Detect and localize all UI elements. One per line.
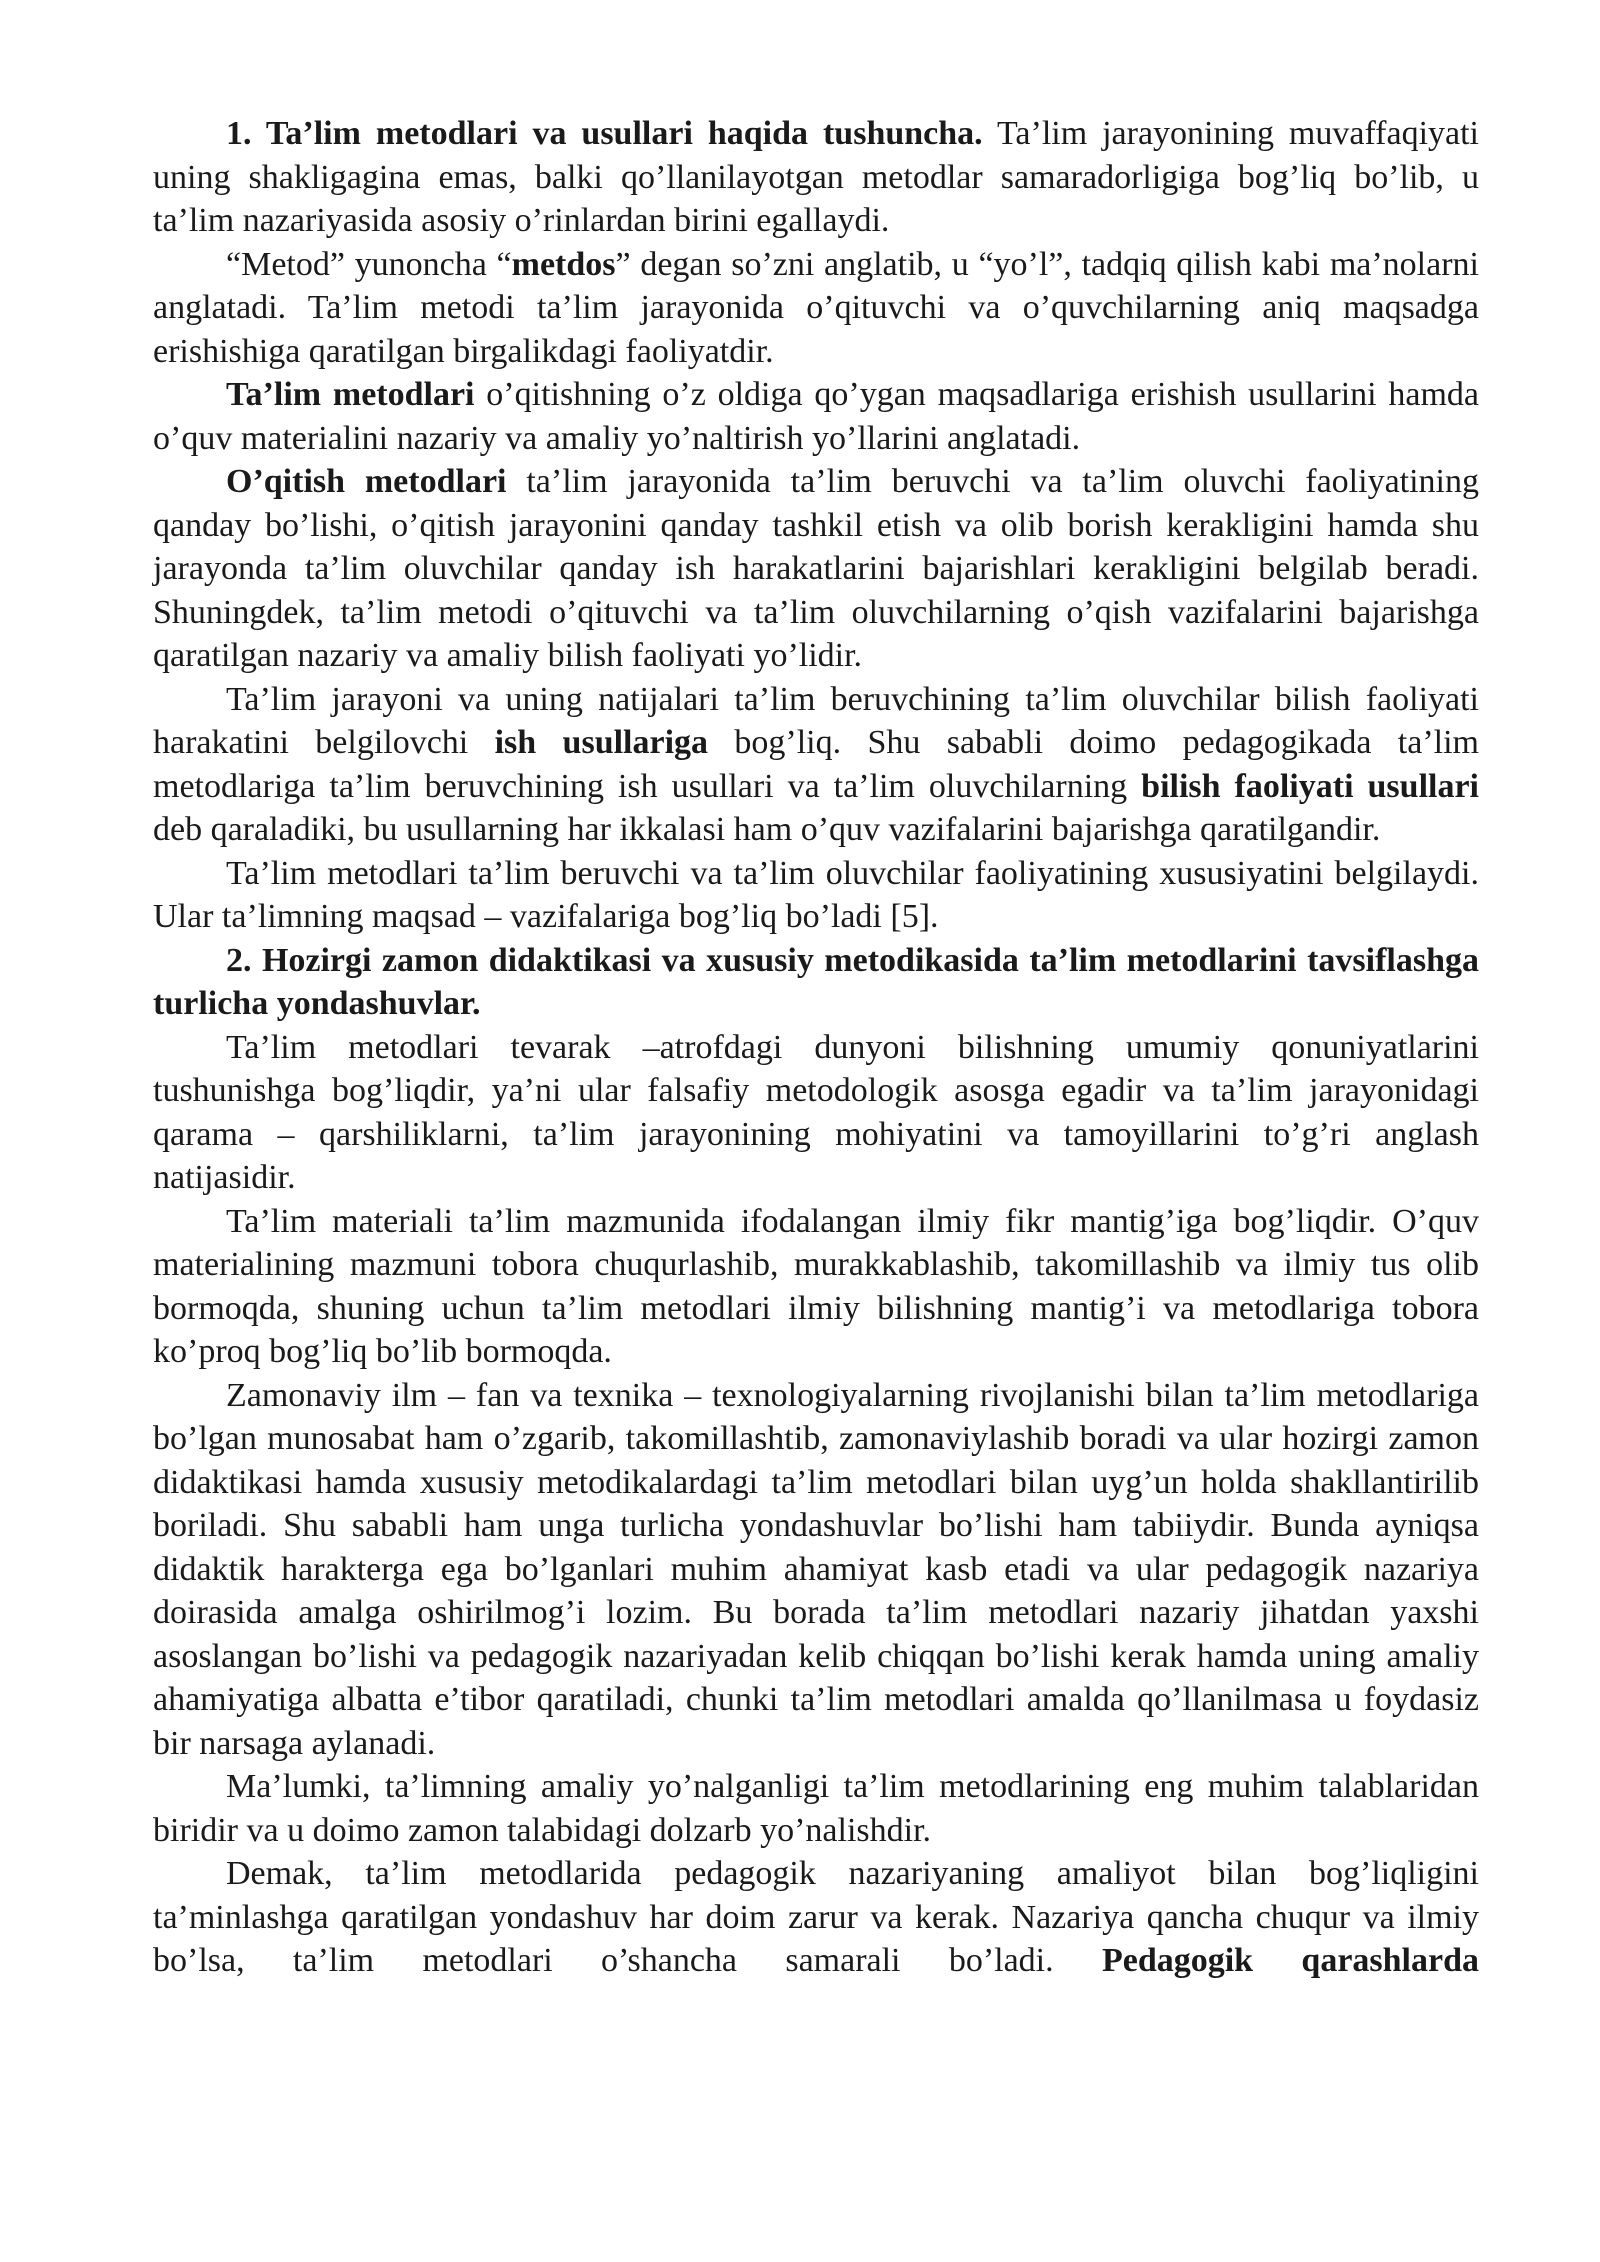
paragraph-ish-usullari <box>153 678 1479 852</box>
paragraph-text: Demak, ta’lim metodlarida pedagogik nazariyaning amaliyot bilan bog’liqligini ta’minlashga qaratilgan yondashuv har doim zarur va kerak. Nazariya qancha chuqur va ilmiy bo’lsa, ta’lim metodlari o’shancha samarali bo’ladi. <box>153 1855 1479 1979</box>
paragraph-text: Ta’lim jarayonining muvaffaqiyati uning shakligagina emas, balki qo’llanilayotgan metodlar samaradorligiga bog’liq bo’lib, u ta’lim nazariyasida asosiy o’rinlardan birini egallaydi. <box>153 115 1479 239</box>
section-2-heading: 2. Hozirgi zamon didaktikasi va xususiy metodikasida ta’lim metodlarini tavsiflashga turlicha yondashuvlar. <box>153 941 1479 1022</box>
paragraph-text: Ta’lim jarayoni va uning natijalari ta’lim beruvchining ta’lim oluvchilar bilish faoliyati harakatini belgilovchi <box>153 680 1479 761</box>
bold-term-bilish-faoliyati: bilish faoliyati usullari <box>1141 767 1479 805</box>
paragraph-text: bog’liq. Shu sababli doimo pedagogikada ta’lim metodlariga ta’lim beruvchining ish usullari va ta’lim oluvchilarning <box>153 724 1479 805</box>
document-page <box>153 112 1479 1983</box>
paragraph-section-1-intro <box>153 112 1479 243</box>
paragraph-metod-definition <box>153 243 1479 374</box>
bold-term-oqitish-metodlari: O’qitish metodlari <box>226 463 507 500</box>
bold-term-pedagogik-qarashlarda: Pedagogik qarashlarda <box>1101 1942 1480 1979</box>
paragraph-text: Ta’lim metodlari tevarak –atrofdagi dunyoni bilishning umumiy qonuniyatlarini tushunishga bog’liqdir, ya’ni ular falsafiy metodologik asosga egadir va ta’lim jarayonidagi qarama – qarshiliklarni, ta’lim jarayonining mohiyatini va tamoyillarini to’g’ri anglash natijasidir. <box>153 1028 1479 1196</box>
paragraph-talim-metodlari <box>153 373 1479 460</box>
paragraph-zamonaviy-ilm <box>153 1374 1479 1766</box>
bold-term-talim-metodlari: Ta’lim metodlari <box>226 376 475 413</box>
bold-term-ish-usullariga: ish usullariga <box>494 724 709 761</box>
paragraph-faoliyat-xususiyati <box>153 852 1479 939</box>
paragraph-amaliy-yonalganlik <box>153 1765 1479 1852</box>
paragraph-text: Ta’lim materiali ta’lim mazmunida ifodalangan ilmiy fikr mantig’iga bog’liqdir. O’quv materialining mazmuni tobora chuqurlashib, murakkablashib, takomillashib va ilmiy tus olib bormoqda, shuning uchun ta’lim metodlari ilmiy bilishning mantig’i va metodlariga tobora ko’proq bog’liq bo’lib bormoqda. <box>153 1202 1479 1370</box>
paragraph-section-2-heading <box>153 939 1479 1026</box>
paragraph-text: “Metod” yunoncha “ <box>226 245 512 283</box>
paragraph-text: Ma’lumki, ta’limning amaliy yo’nalganligi ta’lim metodlarining eng muhim talablaridan biridir va u doimo zamon talabidagi dolzarb yo’nalishdir. <box>153 1768 1479 1849</box>
paragraph-text: Zamonaviy ilm – fan va texnika – texnologiyalarning rivojlanishi bilan ta’lim metodlariga bo’lgan munosabat ham o’zgarib, takomillashtib, zamonaviylashib boradi va ular hozirgi zamon didaktikasi hamda xususiy metodikalardagi ta’lim metodlari bilan uyg’un holda shakllantirilib boriladi. Shu sababli ham unga turlicha yondashuvlar bo’lishi ham tabiiydir. Bunda ayniqsa didaktik harakterga ega bo’lganlari muhim ahamiyat kasb etadi va ular pedagogik nazariya doirasida amalga oshirilmog’i lozim. Bu borada ta’lim metodlari nazariy jihatdan yaxshi asoslangan bo’lishi va pedagogik nazariyadan kelib chiqqan bo’lishi kerak hamda uning amaliy ahamiyatiga albatta e’tibor qaratiladi, chunki ta’lim metodlari amalda qo’llanilmasa u foydasiz bir narsaga aylanadi. <box>153 1376 1479 1762</box>
paragraph-text: ta’lim jarayonida ta’lim beruvchi va ta’lim oluvchi faoliyatining qanday bo’lishi, o’qitish jarayonini qanday tashkil etish va olib borish kerakligini hamda shu jarayonda ta’lim oluvchilar qanday ish harakatlarini bajarishlari kerakligini belgilab beradi. Shuningdek, ta’lim metodi o’qituvchi va ta’lim oluvchilarning o’qish vazifalarini bajarishga qaratilgan nazariy va amaliy bilish faoliyati yo’lidir. <box>153 463 1479 674</box>
paragraph-falsafiy-asos <box>153 1026 1479 1200</box>
paragraph-text: o’qitishning o’z oldiga qo’ygan maqsadlariga erishish usullarini hamda o’quv materialini nazariy va amaliy yo’naltirish yo’llarini anglatadi. <box>153 376 1479 457</box>
section-1-heading: 1. Ta’lim metodlari va usullari haqida tushuncha. <box>226 115 983 152</box>
paragraph-text: ” degan so’zni anglatib, u “yo’l”, tadqiq qilish kabi ma’nolarni anglatadi. Ta’lim metodi ta’lim jarayonida o’qituvchi va o’quvchilarning aniq maqsadga erishishiga qaratilgan birgalikdagi faoliyatdir. <box>153 245 1479 370</box>
paragraph-demak <box>153 1852 1479 1983</box>
paragraph-ilmiy-fikr <box>153 1200 1479 1374</box>
paragraph-oqitish-metodlari <box>153 460 1479 678</box>
bold-term-metdos: metdos <box>511 245 616 283</box>
paragraph-text: deb qaraladiki, bu usullarning har ikkalasi ham o’quv vazifalarini bajarishga qaratilgandir. <box>153 811 1381 848</box>
paragraph-text: Ta’lim metodlari ta’lim beruvchi va ta’lim oluvchilar faoliyatining xususiyatini belgilaydi. Ular ta’limning maqsad – vazifalariga bog’liq bo’ladi [5]. <box>153 854 1479 935</box>
